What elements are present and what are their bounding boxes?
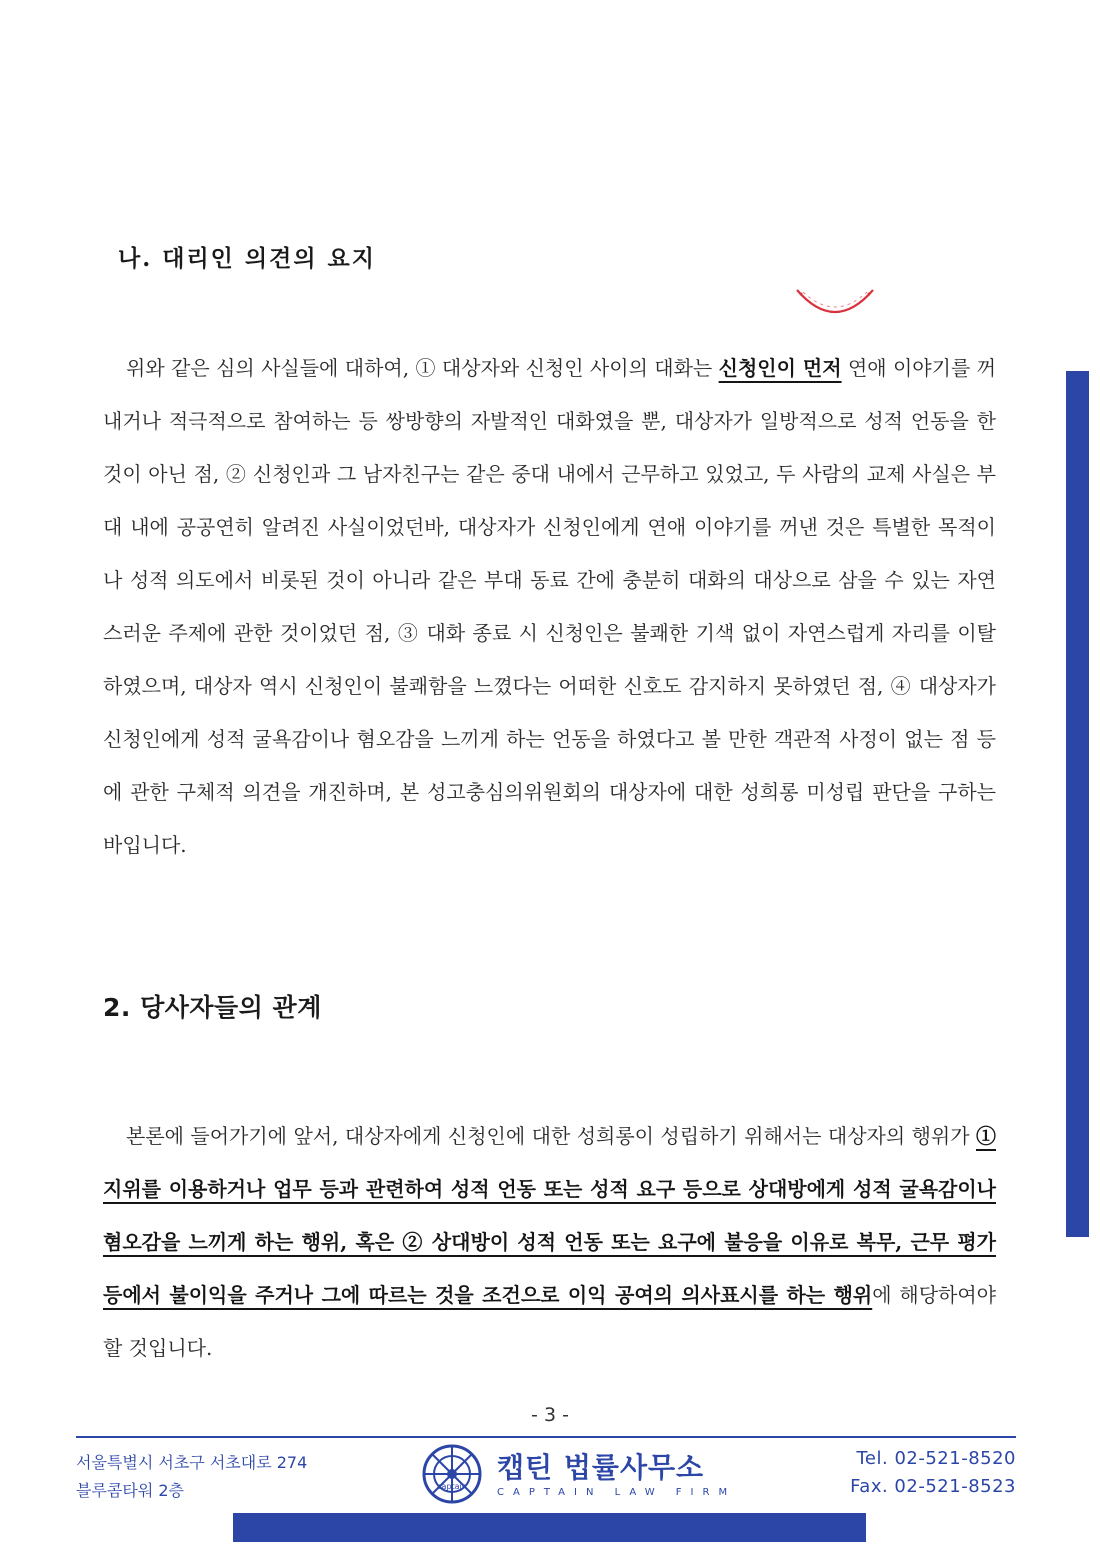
section-heading-2: 2. 당사자들의 관계 — [103, 993, 322, 1022]
paragraph-text: 에 해당하여야 할 것입니다. — [103, 1283, 997, 1360]
paragraph-text: 위와 같은 심의 사실들에 대하여, ① 대상자와 신청인 사이의 대화는 — [126, 356, 719, 380]
footer-fax: Fax. 02-521-8523 — [850, 1476, 1016, 1497]
footer-tel: Tel. 02-521-8520 — [856, 1448, 1016, 1469]
section-heading-na: 나. 대리인 의견의 요지 — [118, 245, 376, 272]
emphasized-text: 신청인이 먼저 — [718, 356, 842, 380]
paragraph-text: 본론에 들어가기에 앞서, 대상자에게 신청인에 대한 성희롱이 성립하기 위해서는 대상자의 행위가 — [126, 1124, 976, 1148]
footer-divider — [76, 1436, 1016, 1438]
emphasized-text: ① 지위를 이용하거나 업무 등과 관련하여 성적 언동 또는 성적 요구 등으로 상대방에게 성적 굴욕감이나 혐오감을 느끼게 하는 행위, 혹은 ② 상대방이 성적 언동 또는 요구에 불응을 이유로 복무, 근무 평가 등에서 불이익을 주거나 그에 따르는 것을 조건으로 이익 공여의 의사표시를 하는 행위 — [103, 1124, 996, 1307]
footer-address-line2: 블루콤타워 2층 — [76, 1481, 185, 1500]
seal-stamp-icon — [793, 282, 877, 324]
footer-address-line1: 서울특별시 서초구 서초대로 274 — [76, 1453, 308, 1472]
footer-accent-bar — [233, 1513, 866, 1542]
firm-name-en: CAPTAIN LAW FIRM — [497, 1487, 737, 1498]
paragraph-text: 연애 이야기를 꺼내거나 적극적으로 참여하는 등 쌍방향의 자발적인 대화였을 뿐, 대상자가 일방적으로 성적 언동을 한 것이 아닌 점, ② 신청인과 그 남자친구는 같은 중대 내에서 근무하고 있었고, 두 사람의 교제 사실은 부대 내에 공공연히 알려진 사실이었던바, 대상자가 신청인에게 연애 이야기를 꺼낸 것은 특별한 목적이나 성적 의도에서 비롯된 것이 아니라 같은 부대 동료 간에 충분히 대화의 대상으로 삼을 수 있는 자연스러운 주제에 관한 것이었던 점, ③ 대화 종료 시 신청인은 불쾌한 기색 없이 자연스럽게 자리를 이탈하였으며, 대상자 역시 신청인이 불쾌함을 느꼈다는 어떠한 신호도 감지하지 못하였던 점, ④ 대상자가 신청인에게 성적 굴욕감이나 혐오감을 느끼게 하는 언동을 하였다고 볼 만한 객관적 사정이 없는 점 등에 관한 구체적 의견을 개진하며, 본 성고충심의위원회의 대상자에 대한 성희롱 미성립 판단을 구하는 바입니다. — [103, 356, 996, 857]
side-accent-bar — [1066, 371, 1089, 1237]
relationship-paragraph — [103, 1110, 996, 1375]
page-number: - 3 - — [531, 1404, 569, 1426]
opinion-summary-paragraph — [103, 342, 996, 872]
logo-text: captain — [437, 1482, 467, 1491]
ship-wheel-logo-icon — [418, 1440, 486, 1508]
firm-name-ko: 캡틴 법률사무소 — [497, 1451, 705, 1484]
